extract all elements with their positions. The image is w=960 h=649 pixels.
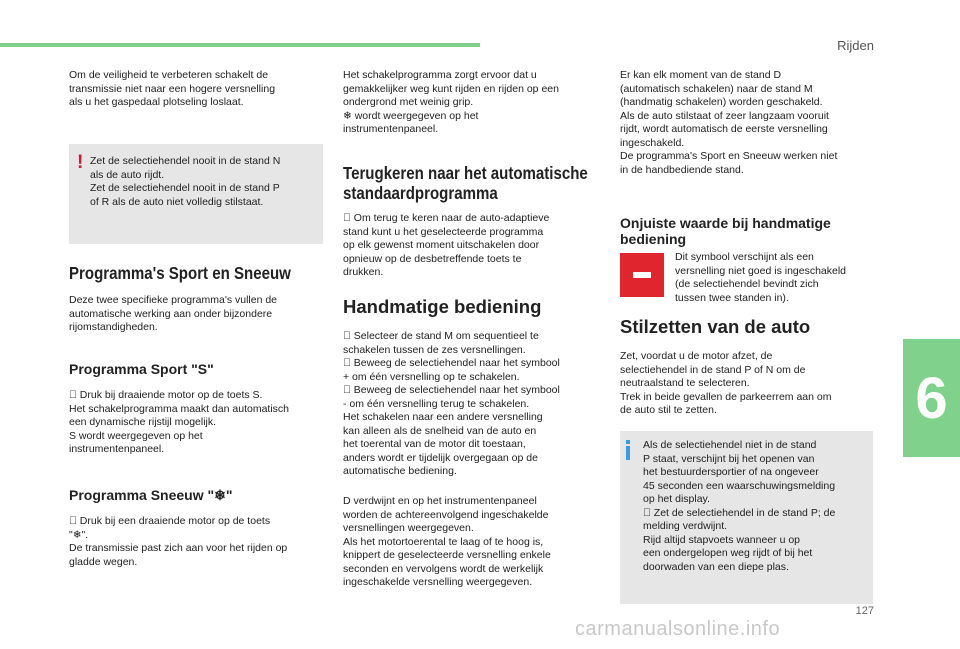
col1-intro: Om de veiligheid te verbeteren schakelt de transmissie niet naar een hogere versnelling als u het gaspedaal plotseling loslaat. [69,69,276,108]
chapter-tab: 6 [903,339,960,457]
warning-icon: ! [77,152,84,173]
col2-intro: Het schakelprogramma zorgt ervoor dat u gemakkelijker weg kunt rijden en rijden op een ondergrond met weinig grip. ❄ wordt weergegeven op het instrumentenpaneel. [343,69,559,135]
watermark: carmanualsonline.info [575,618,781,640]
manual-text-2: D verdwijnt en op het instrumentenpaneel worden de achtereenvolgend ingeschakelde versnellingen weergegeven. Als het motortoerental te laag of te hoog is, knippert de geselecteerde versnelling enkele seconden en vervolgens wordt de werkelijk ingeschakelde versnelling weergegeven. [343,495,551,588]
sport-text: Druk bij draaiende motor op de toets S. Het schakelprogramma maakt dan automatisch een dynamische rijstijl mogelijk. S wordt weergegeven op het instrumentenpaneel. [69,389,290,455]
heading-return: Terugkeren naar het automatische standaardprogramma [343,163,588,203]
info-icon [626,440,630,444]
info-text: Als de selectiehendel niet in de stand P staat, verschijnt bij het openen van het bestuurdersportier of na ongeveer 45 seconden een waarschuwingsmelding op het display. Zet de selectiehendel in de stand P; de melding verdwijnt. Rijd altijd stapvoets wanneer u op een ondergelopen weg rijdt of bij het doorwaden van een diepe plas. [643,439,836,573]
heading-wrong-value: Onjuiste waarde bij handmatige bediening [620,215,831,247]
snow-text: Druk bij een draaiende motor op de toets "❄". De transmissie past zich aan voor het rijden op gladde wegen. [69,515,288,568]
heading-sport: Programma Sport "S" [69,361,214,377]
return-text: Om terug te keren naar de auto-adaptieve stand kunt u het geselecteerde programma op elk gewenst moment uitschakelen door opnieuw op de desbetreffende toets te drukken. [343,212,544,278]
heading-programs: Programma's Sport en Sneeuw [69,263,291,283]
stop-text: Zet, voordat u de motor afzet, de selectiehendel in de stand P of N om de neutraalstand te selecteren. Trek in beide gevallen de parkeerrem aan om de auto stil te zetten. [620,350,832,416]
info-icon-bar [626,446,630,460]
warning-text: Zet de selectiehendel nooit in de stand N als de auto rijdt. Zet de selectiehendel nooit in de stand P of R als de auto niet volledig stilstaat. [90,155,281,208]
wrong-value-text: Dit symbool verschijnt als een versnelling niet goed is ingeschakeld (de selectiehendel bevindt zich tussen twee standen in). [675,251,847,304]
heading-stop: Stilzetten van de auto [620,316,811,337]
page-number: 127 [855,605,874,617]
manual-text: Selecteer de stand M om sequentieel te schakelen tussen de zes versnellingen. Beweeg de selectiehendel naar het symbool + om één versnelling op te schakelen. Beweeg de selectiehendel naar het symbool - om één versnelling terug te schakelen. Het schakelen naar een andere versnelling kan alleen als de snelheid van de auto en het toerental van de motor dit toestaan, anders wordt er tijdelijk overgegaan op de automatische bediening. [343,330,550,477]
header-accent-bar [0,43,480,47]
programs-text: Deze twee specifieke programma's vullen de automatische werking aan onder bijzondere rijomstandigheden. [69,294,278,333]
col3-intro: Er kan elk moment van de stand D (automatisch schakelen) naar de stand M (handmatig schakelen) worden geschakeld. Als de auto stilstaat of zeer langzaam vooruit rijdt, wordt automatisch de eerste versnelling ingeschakeld. De programma's Sport en Sneeuw werken niet in de handbediende stand. [620,69,838,176]
heading-manual: Handmatige bediening [343,296,542,317]
section-title: Rijden [837,38,874,53]
fault-symbol-icon [620,253,664,297]
heading-snow: Programma Sneeuw "❄" [69,487,233,503]
